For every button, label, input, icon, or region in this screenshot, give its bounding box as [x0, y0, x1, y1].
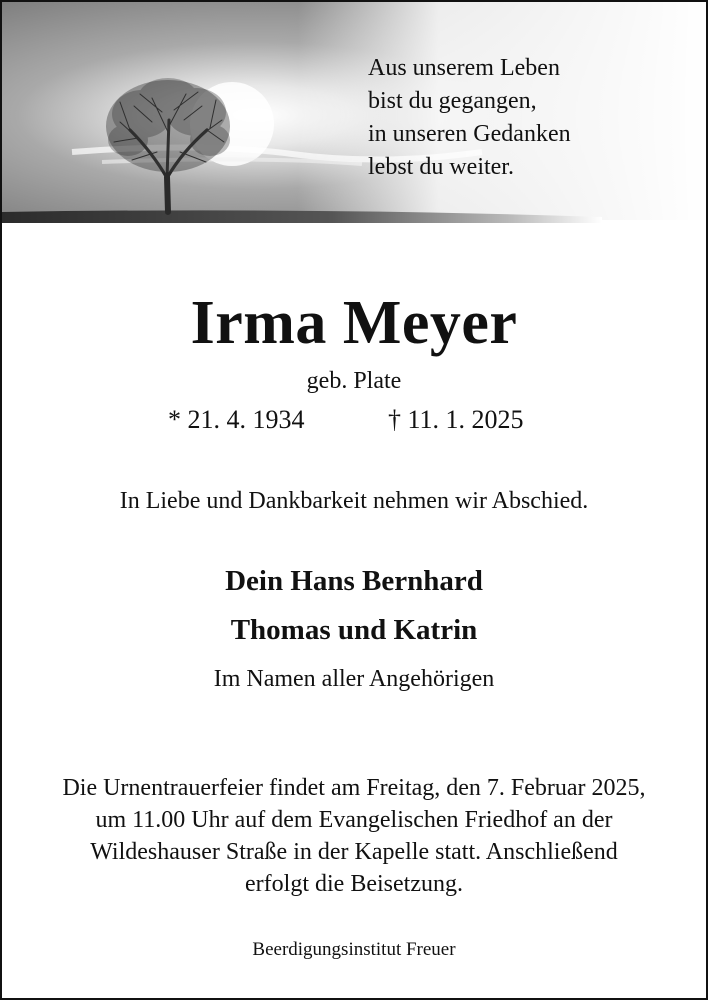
relatives-note: Im Namen aller Angehörigen [213, 666, 495, 692]
service-line: Die Urnentrauerfeier findet am Freitag, den 7. Februar 2025, [62, 775, 646, 801]
death-date: † 11. 1. 2025 [388, 405, 524, 434]
header-landscape [2, 2, 706, 232]
service-line: um 11.00 Uhr auf dem Evangelischen Friedhof an der [95, 807, 613, 833]
service-announcement [2, 772, 706, 900]
poem [368, 52, 571, 184]
poem-line: bist du gegangen, [368, 88, 537, 114]
mourner-name: Dein Hans Bernhard [225, 565, 483, 597]
deceased-name: Irma Meyer [190, 289, 518, 357]
maiden-name: geb. Plate [306, 368, 402, 394]
farewell-text: In Liebe und Dankbarkeit nehmen wir Abschied. [119, 488, 589, 514]
poem-line: lebst du weiter. [368, 154, 514, 180]
service-line: Wildeshauser Straße in der Kapelle statt. Anschließend [90, 839, 618, 865]
tree-landscape-image [2, 2, 706, 232]
service-line: erfolgt die Beisetzung. [245, 871, 463, 897]
poem-line: Aus unserem Leben [368, 55, 560, 81]
birth-date: * 21. 4. 1934 [168, 405, 305, 434]
life-dates [2, 404, 706, 438]
undertaker-name: Beerdigungsinstitut Freuer [252, 939, 456, 960]
mourner-name: Thomas und Katrin [230, 614, 478, 646]
poem-line: in unseren Gedanken [368, 121, 571, 147]
